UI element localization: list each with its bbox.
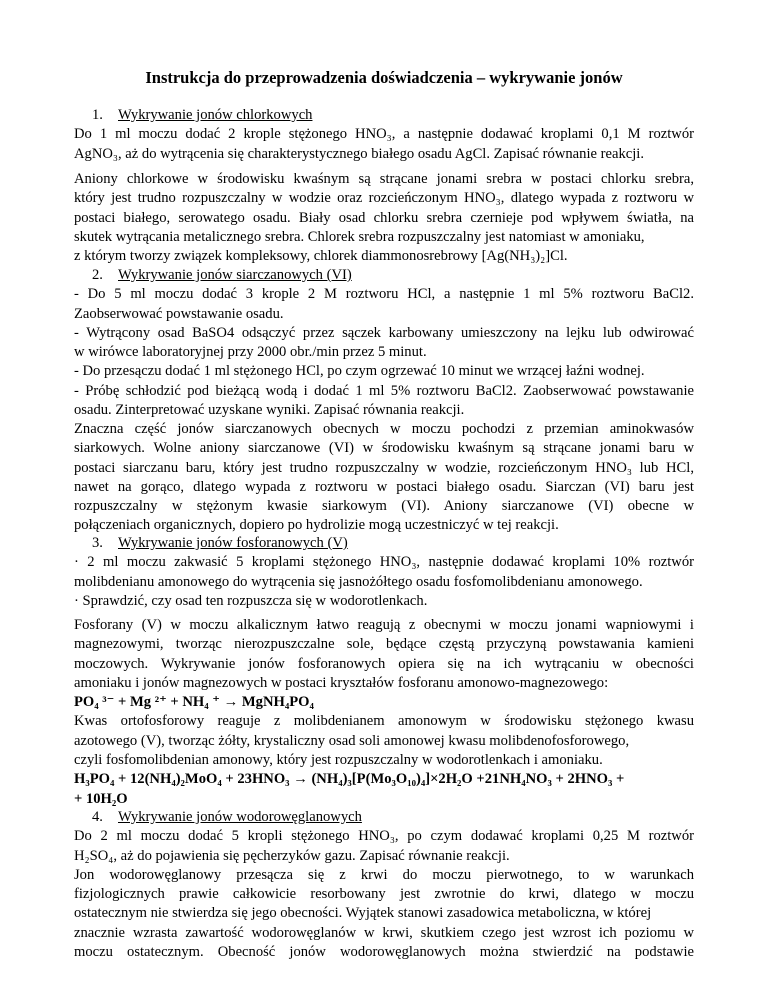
description-line: Fosforany (V) w moczu alkalicznym łatwo reagują z obecnymi w moczu jonami wapniowymi i	[74, 617, 694, 633]
procedure-line: osadu. Zinterpretować uzyskane wyniki. Zapisać równania reakcji.	[74, 402, 465, 419]
procedure-line: molibdenianu amonowego do wytrącenia się jasnożółtego osadu fosfomolibdenianu amonowego.	[74, 573, 643, 590]
description-line: połączeniach organicznych, dopiero po hydrolizie mogą uczestniczyć w tej reakcji.	[74, 517, 559, 534]
section-title: Wykrywanie jonów fosforanowych (V)	[118, 535, 348, 551]
procedure-line: · 2 ml moczu zakwasić 5 kroplami stężonego HNO₃, następnie dodawać kroplami 10% roztwór	[74, 554, 694, 571]
procedure-line: - Do 5 ml moczu dodać 3 krople 2 M roztworu HCl, a następnie 1 ml 5% roztworu BaCl2.	[74, 286, 694, 303]
section-heading	[74, 534, 694, 553]
procedure-line: H₂SO₄, aż do pojawienia się pęcherzyków gazu. Zapisać równanie reakcji.	[74, 847, 510, 864]
description-line: postaci białego, serowatego osadu. Biały osad chlorku srebra czernieje pod wpływem światła, na	[74, 209, 694, 226]
description-line: moczu ostatecznym. Obecność jonów wodorowęglanowych można stwierdzić na podstawie	[74, 944, 694, 961]
section-heading	[74, 266, 694, 285]
section-4	[74, 808, 694, 962]
section-1-description	[74, 170, 694, 266]
description-line: siarkowych. Wolne aniony siarczanowe (VI) w środowisku kwaśnym są strącane jonami baru w	[74, 440, 694, 457]
description-line: z którym tworzy związek kompleksowy, chlorek diammonosrebrowy [Ag(NH₃)₂]Cl.	[74, 248, 568, 265]
equation-line: PO₄ ³⁻ + Mg ²⁺ + NH₄ ⁺ → MgNH₄PO₄	[74, 694, 314, 711]
description-line: Kwas ortofosforowy reaguje z molibdenianem amonowym w środowisku stężonego kwasu	[74, 713, 694, 730]
section-number: 4.	[92, 809, 103, 825]
procedure-line: - Wytrącony osad BaSO4 odsączyć przez sączek karbowany umieszczony na lejku lub odwirować	[74, 324, 694, 341]
equation-line: H₃PO₄ + 12(NH₄)₂MoO₄ + 23HNO₃ → (NH₄)₃[P(Mo₃O₁₀)₄]×2H₂O +21NH₄NO₃ + 2HNO₃ +	[74, 771, 625, 788]
procedure-line: · Sprawdzić, czy osad ten rozpuszcza się w wodorotlenkach.	[74, 592, 428, 609]
page-title: Instrukcja do przeprowadzenia doświadczenia – wykrywanie jonów	[145, 68, 623, 87]
section-number: 3.	[92, 535, 103, 551]
description-line: Jon wodorowęglanowy przesącza się z krwi do moczu pierwotnego, to w warunkach	[74, 866, 694, 883]
section-number: 1.	[92, 107, 103, 123]
description-line: ostatecznym nie stwierdza się jego obecności. Wyjątek stanowi zasadowica metaboliczna, w której	[74, 905, 652, 922]
description-line: magnezowymi, tworząc nierozpuszczalne sole, będące częstą przyczyną powstawania kamieni	[74, 636, 694, 653]
section-2-description	[74, 420, 694, 536]
section-heading	[74, 106, 694, 125]
description-line: fizjologicznych prawie całkowicie resorbowany jest zwrotnie do krwi, dlatego w moczu	[74, 886, 694, 903]
description-line: amoniaku i jonów magnezowych w postaci kryształów fosforanu amonowo-magnezowego:	[74, 674, 609, 691]
procedure-line: - Do przesączu dodać 1 ml stężonego HCl, po czym ogrzewać 10 minut we wrzącej łaźni wodnej.	[74, 363, 645, 380]
description-line: Aniony chlorkowe w środowisku kwaśnym są strącane jonami srebra w postaci chlorku srebra,	[74, 171, 694, 187]
description-line: czyli fosfomolibdenian amonowy, który jest rozpuszczalny w wodorotlenkach i amoniaku.	[74, 752, 603, 769]
description-line: postaci siarczanu baru, który jest trudno rozpuszczalny w wodzie, rozcieńczonym HNO₃ lub HCl,	[74, 459, 694, 476]
section-3-description	[74, 616, 694, 809]
section-title: Wykrywanie jonów siarczanowych (VI)	[118, 267, 352, 283]
description-line: rozpuszczalny w stężonym kwasie siarkowym (VI). Aniony siarczanowe (VI) obecne w	[74, 498, 694, 515]
section-1	[74, 106, 694, 164]
procedure-line: Zaobserwować powstawanie osadu.	[74, 305, 284, 322]
procedure-line: Do 1 ml moczu dodać 2 krople stężonego HNO₃, a następnie dodawać kroplami 0,1 M roztwór	[74, 126, 694, 143]
equation-line: + 10H₂O	[74, 790, 128, 807]
procedure-line: - Próbę schłodzić pod bieżącą wodą i dodać 1 ml 5% roztworu BaCl2. Zaobserwować powstawanie	[74, 382, 694, 399]
procedure-line: Do 2 ml moczu dodać 5 kropli stężonego HNO₃, po czym dodawać kroplami 0,25 M roztwór	[74, 828, 694, 845]
section-title: Wykrywanie jonów wodorowęglanowych	[118, 809, 362, 825]
section-3	[74, 534, 694, 611]
description-line: Znaczna część jonów siarczanowych obecnych w moczu pochodzi z przemian aminokwasów	[74, 421, 694, 437]
description-line: nawet na gorąco, dlatego wypada z roztworu w postaci białego osadu. Siarczan (VI) baru jest	[74, 478, 694, 495]
description-line: skutek wytrącania metalicznego srebra. Chlorek srebra rozpuszczalny jest natomiast w amoniaku,	[74, 228, 645, 245]
section-heading	[74, 808, 694, 827]
description-line: który jest trudno rozpuszczalny w wodzie oraz rozcieńczonym HNO₃, dlatego wypada z roztworu w	[74, 190, 694, 207]
description-line: azotowego (V), tworząc żółty, krystaliczny osad soli amonowej kwasu molibdenofosforowego,	[74, 732, 630, 749]
section-title: Wykrywanie jonów chlorkowych	[118, 107, 313, 123]
description-line: znacznie wzrasta zawartość wodorowęglanów w krwi, skutkiem czego jest wzrost ich poziomu w	[74, 924, 694, 941]
section-number: 2.	[92, 267, 103, 283]
procedure-line: w wirówce laboratoryjnej przy 2000 obr./min przez 5 minut.	[74, 344, 427, 361]
description-line: moczowych. Wykrywanie jonów fosforanowych opiera się na ich wytrącaniu w obecności	[74, 655, 694, 672]
section-2	[74, 266, 694, 420]
procedure-line: AgNO₃, aż do wytrącenia się charakterystycznego białego osadu AgCl. Zapisać równanie reakcji.	[74, 145, 644, 162]
